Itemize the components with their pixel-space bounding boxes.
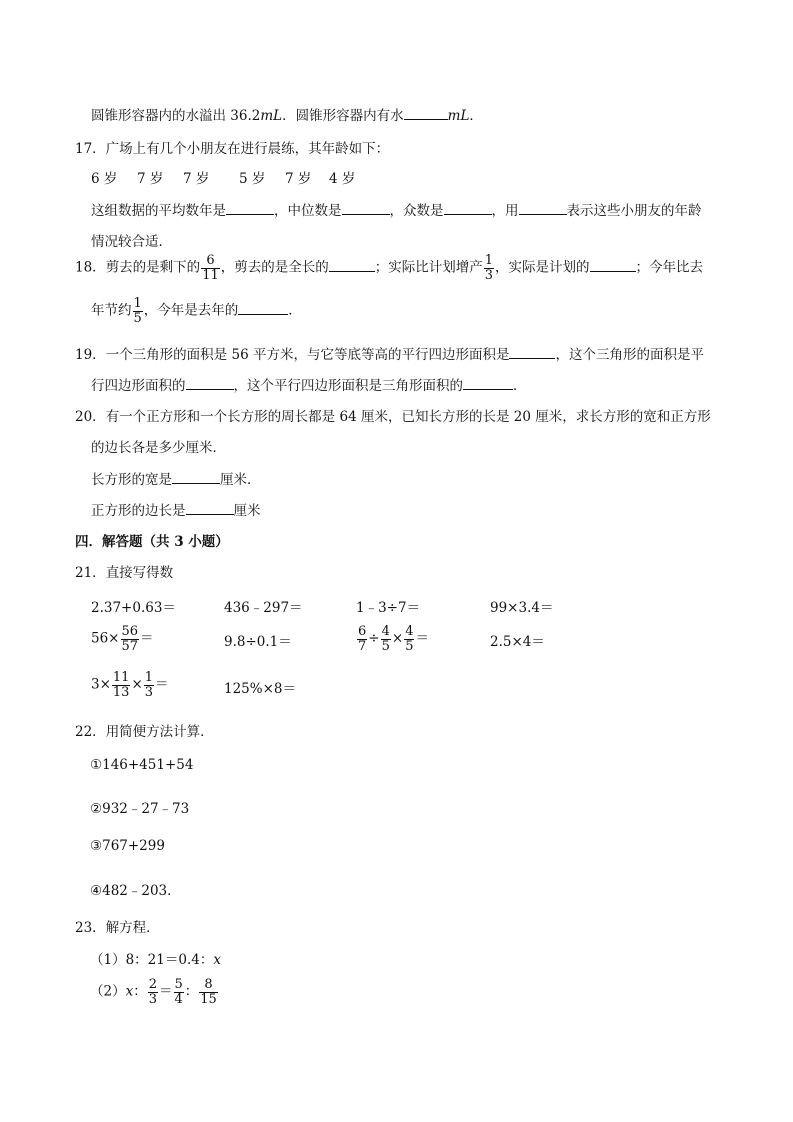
numerator: 5 [174, 977, 183, 992]
numerator: 11 [112, 670, 130, 685]
fraction [174, 978, 184, 1006]
q19-blank-3[interactable] [463, 377, 513, 390]
numerator: 2 [148, 977, 157, 992]
q20-blank-side[interactable] [186, 502, 234, 515]
q20-line-3 [91, 468, 261, 488]
denominator: 3 [484, 267, 494, 283]
fraction [121, 625, 140, 653]
q18-number: 18． [75, 259, 106, 276]
q18-text-d: ，实际是计划的 [495, 259, 590, 276]
q20-line-1 [75, 405, 711, 425]
q18-blank-2[interactable] [590, 259, 636, 272]
operator: ＝ [415, 630, 429, 647]
q16-tail-line [91, 104, 483, 124]
q20-line-4 [91, 499, 261, 519]
fraction [357, 625, 367, 653]
expr-part: ＝ [140, 630, 154, 647]
variable-x: x [125, 983, 134, 1000]
q22-item: ①146+451+54 [90, 757, 194, 773]
fraction [148, 978, 158, 1006]
q18-text-e: ；今年比去 [635, 259, 704, 276]
q18-text-c: ；实际比计划增产 [374, 259, 483, 276]
numerator: 6 [201, 254, 220, 269]
q20-text-4a: 正方形的边长是 [91, 503, 186, 519]
q19-line-1 [75, 343, 704, 363]
q22-item: ③767+299 [90, 838, 165, 854]
equation-text: （2） [90, 983, 126, 1000]
q23-equation-2 [90, 978, 219, 1006]
variable-x: x [213, 952, 221, 968]
denominator: 5 [381, 638, 390, 654]
q21-item [91, 671, 169, 699]
numerator: 1 [144, 670, 154, 685]
numerator: 6 [358, 624, 367, 639]
q18-blank-3[interactable] [238, 302, 288, 315]
age-item: 4 岁 [329, 171, 356, 187]
q21-item: 2.5×4＝ [490, 634, 545, 650]
operator: ＝ [155, 676, 169, 693]
q19-number: 19． [75, 347, 106, 363]
equation-text: （1）8：21＝0.4： [90, 952, 214, 968]
q18-line-2 [91, 297, 302, 325]
q19-text-2b: ，这个平行四边形面积是三角形面积的 [233, 378, 463, 394]
q21-title-line [75, 561, 173, 581]
q17-line-1 [75, 137, 389, 157]
q21-number: 21． [75, 565, 106, 581]
q17-blank-mode[interactable] [444, 202, 492, 215]
fraction [133, 297, 143, 325]
numerator: 56 [121, 624, 139, 639]
q18-text-2a: 年节约 [91, 302, 132, 319]
numerator: 8 [199, 978, 218, 993]
q17-text-2e: 表示这些小朋友的年龄 [566, 203, 702, 219]
denominator: 4 [174, 991, 183, 1007]
q16-text-b: ．圆锥形容器内有水 [282, 108, 404, 124]
age-item: 7 岁 [285, 171, 312, 187]
denominator: 5 [133, 310, 142, 326]
fraction [112, 671, 131, 699]
q20-line-2: 的边长各是多少厘米． [91, 440, 226, 456]
operator: × [131, 676, 143, 693]
fraction [201, 254, 220, 282]
q18-text-a: 剪去的是剩下的 [105, 259, 201, 276]
fraction [484, 254, 494, 282]
q18-text-2c: ． [288, 302, 302, 319]
age-item: 7 岁 [137, 171, 164, 187]
q22-number: 22． [75, 724, 106, 740]
q23-title: 解方程． [105, 920, 160, 936]
q18-blank-1[interactable] [329, 259, 375, 272]
q16-end: ． [469, 108, 483, 124]
q17-text-2a: 这组数据的平均数年是 [91, 203, 226, 219]
operator: ： [133, 983, 147, 1000]
q21-item: 125%×8＝ [224, 681, 296, 697]
denominator: 3 [148, 991, 157, 1007]
fraction [199, 978, 218, 1006]
q17-text: 广场上有几个小朋友在进行晨练，其年龄如下： [105, 141, 390, 157]
q20-text-3a: 长方形的宽是 [91, 472, 172, 488]
q21-title: 直接写得数 [105, 565, 174, 581]
q16-text-a: 圆锥形容器内的水溢出 36.2 [91, 108, 261, 124]
q19-blank-1[interactable] [509, 346, 555, 359]
q18-line-1 [75, 254, 703, 282]
q22-item: ④482﹣203． [90, 883, 181, 899]
q17-ages [91, 167, 355, 187]
denominator: 7 [358, 638, 367, 654]
q21-item: 9.8÷0.1＝ [224, 634, 292, 650]
section-heading: 四．解答题（共 3 小题） [75, 534, 229, 550]
q21-item [91, 625, 154, 653]
operator: ： [184, 983, 199, 1000]
fraction [404, 625, 414, 653]
q17-blank-measure[interactable] [519, 202, 567, 215]
q19-text-1b: ，这个三角形的面积是平 [555, 347, 704, 363]
q17-text-2c: ，众数是 [389, 203, 444, 219]
q21-item: 99×3.4＝ [490, 600, 554, 616]
q23-title-line [75, 916, 160, 936]
q17-number: 17． [75, 141, 106, 157]
q21-item: 1﹣3÷7＝ [356, 600, 421, 616]
q19-text-1a: 一个三角形的面积是 56 平方米，与它等底等高的平行四边形面积是 [105, 347, 510, 363]
q17-text-2d: ，用 [491, 203, 519, 219]
denominator: 15 [200, 991, 217, 1007]
operator: ＝ [159, 983, 173, 1000]
operator: × [391, 630, 404, 647]
q20-text-4b: 厘米 [233, 503, 261, 519]
q20-number: 20． [75, 409, 106, 425]
fraction [381, 625, 391, 653]
denominator: 57 [121, 638, 139, 654]
q19-line-2 [91, 374, 527, 394]
q22-title-line [75, 720, 214, 740]
q21-item: 2.37+0.63＝ [91, 600, 176, 616]
q20-blank-width[interactable] [172, 471, 220, 484]
denominator: 5 [405, 638, 414, 654]
q17-text-2b: ，中位数是 [274, 203, 342, 219]
q17-blank-mean[interactable] [226, 202, 274, 215]
numerator: 4 [381, 624, 390, 639]
expr-part: 56× [91, 630, 120, 647]
q22-item: ②932﹣27﹣73 [90, 801, 190, 817]
q18-text-b: ，剪去的是全长的 [220, 259, 329, 276]
q23-number: 23． [75, 920, 106, 936]
q19-text-2c: ． [513, 378, 527, 394]
expr-part: 3× [91, 676, 111, 693]
q20-text-1: 有一个正方形和一个长方形的周长都是 64 厘米，已知长方形的长是 20 厘米，求长方形的宽和正方形 [105, 409, 711, 425]
q17-line-2 [91, 199, 702, 219]
q21-item [356, 625, 429, 653]
denominator: 11 [202, 267, 219, 283]
denominator: 13 [112, 684, 130, 700]
q23-equation-1 [90, 948, 221, 968]
q21-item: 436﹣297＝ [224, 600, 303, 616]
numerator: 1 [484, 253, 494, 268]
q17-blank-median[interactable] [342, 202, 390, 215]
age-item: 6 岁 [91, 171, 118, 187]
q16-unit-2: mL [447, 108, 470, 124]
fraction [144, 671, 154, 699]
age-item: 5 岁 [239, 171, 266, 187]
q17-line-3: 情况较合适． [91, 234, 172, 250]
q18-text-2b: ，今年是去年的 [143, 302, 239, 319]
q16-blank[interactable] [404, 107, 448, 120]
q19-blank-2[interactable] [186, 377, 234, 390]
q19-text-2a: 行四边形面积的 [91, 378, 186, 394]
q22-title: 用简便方法计算． [105, 724, 214, 740]
numerator: 1 [133, 296, 142, 311]
numerator: 4 [405, 624, 414, 639]
age-item: 7 岁 [183, 171, 210, 187]
q20-text-3b: 厘米． [220, 472, 261, 488]
operator: ÷ [368, 630, 380, 647]
q16-unit-1: mL [260, 108, 283, 124]
denominator: 3 [144, 684, 154, 700]
